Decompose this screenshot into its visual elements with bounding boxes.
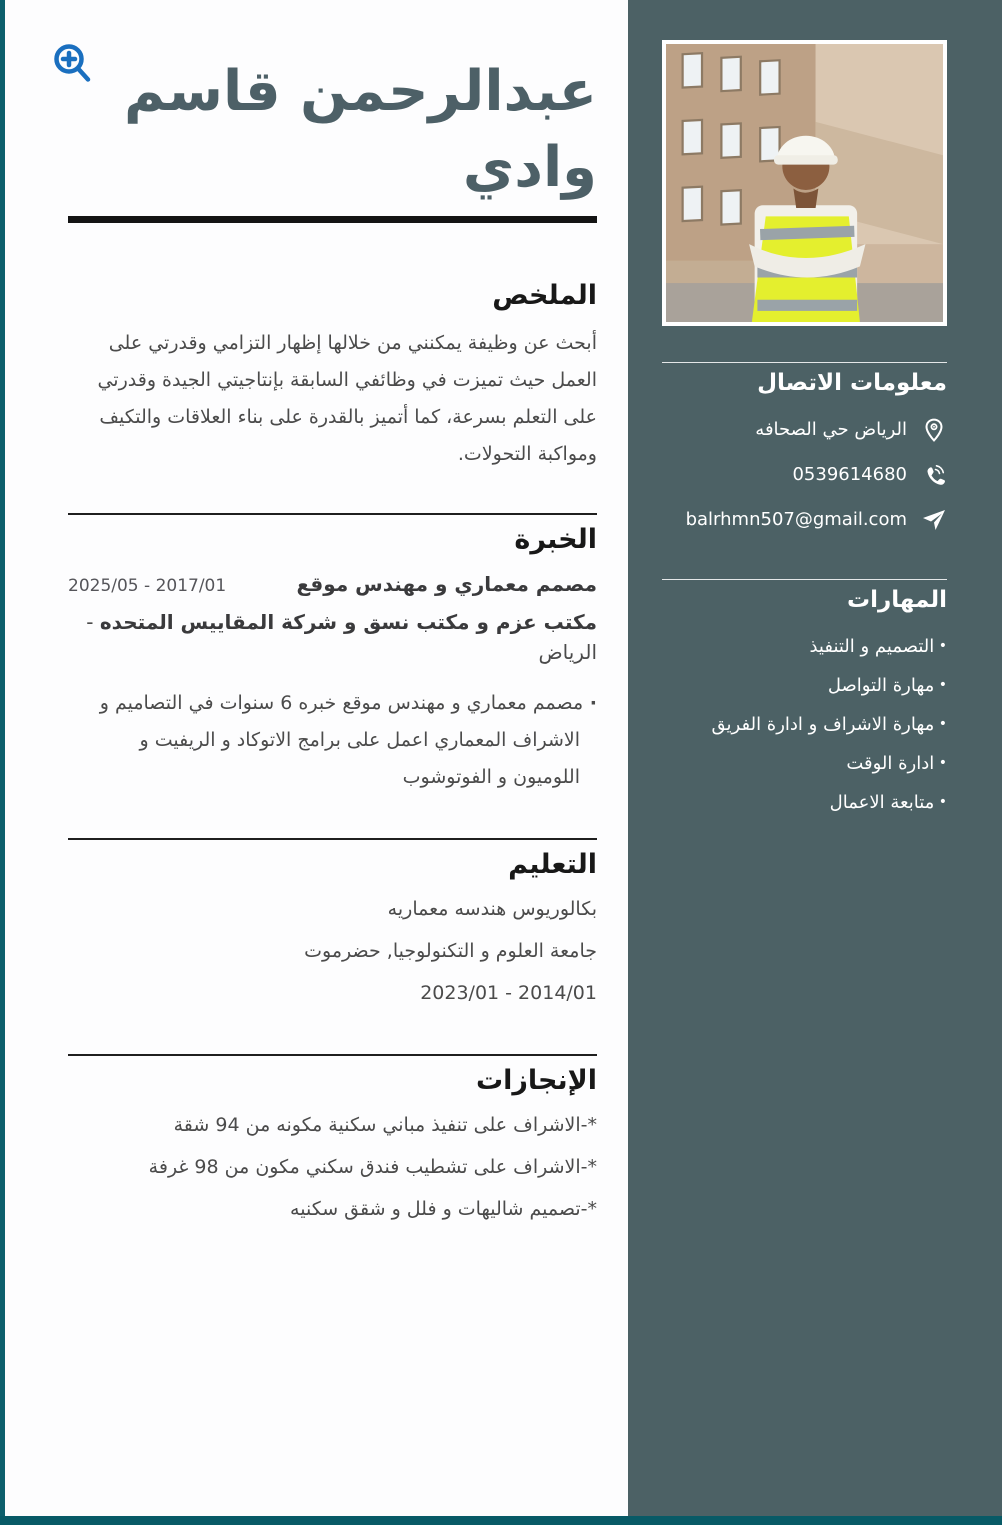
section-divider: [68, 513, 597, 515]
job-title: مصمم معماري و مهندس موقع: [296, 572, 597, 596]
skills-heading: المهارات: [847, 587, 947, 613]
left-accent-strip: [0, 0, 5, 1525]
job-location: - الرياض: [86, 610, 597, 664]
job-description: · مصمم معماري و مهندس موقع خبره 6 سنوات في التصاميم و الاشراف المعماري اعمل على برامج الاتوكاد و الريفيت و اللوميون و الفوتوشوب: [68, 685, 597, 796]
contact-location-row: [662, 417, 947, 443]
summary-text: أبحث عن وظيفة يمكنني من خلالها إظهار التزامي وقدرتي على العمل حيث تميزت في وظائفي السابقة بإنتاجيتي الجيدة وقدرتي على التعلم بسرعة، كما أتميز بالقدرة على بناء العلاقات والتكيف ومواكبة التحولات.: [97, 332, 597, 465]
section-divider: [68, 838, 597, 840]
achievement-item: *-تصميم شاليهات و فلل و شقق سكنيه: [290, 1198, 597, 1220]
contact-email-row: [662, 507, 947, 533]
profile-photo: [662, 40, 947, 326]
skill-item: • مهارة الاشراف و ادارة الفريق: [662, 712, 947, 737]
achievements-heading: الإنجازات: [475, 1065, 597, 1096]
sidebar: [628, 0, 1002, 1525]
skills-section: [662, 579, 947, 815]
skill-item: • ادارة الوقت: [662, 751, 947, 776]
achievement-item: *-الاشراف على تنفيذ مباني سكنية مكونه من 94 شقة: [173, 1114, 597, 1136]
name-line-1: عبدالرحمن قاسم: [124, 59, 597, 124]
contact-phone-row: [662, 462, 947, 488]
section-divider: [68, 1054, 597, 1056]
education-dates: 2023/01 - 2014/01: [420, 982, 597, 1004]
profile-photo-image: [666, 44, 943, 322]
skill-item: • التصميم و التنفيذ: [662, 634, 947, 659]
contact-email: balrhmn507@gmail.com: [685, 509, 907, 530]
education-school: جامعة العلوم و التكنولوجيا, حضرموت: [304, 940, 597, 962]
contact-phone: 0539614680: [792, 464, 907, 485]
education-heading: التعليم: [508, 849, 597, 880]
skill-item: • مهارة التواصل: [662, 673, 947, 698]
section-experience: [68, 513, 597, 796]
job-company: مكتب عزم و مكتب نسق و شركة المقاييس المتحده: [99, 610, 597, 634]
education-degree: بكالوريوس هندسه معماريه: [387, 898, 597, 920]
bottom-accent-strip: [0, 1516, 1002, 1525]
summary-heading: الملخص: [492, 280, 597, 311]
zoom-in-icon[interactable]: [50, 41, 96, 87]
skill-item: • متابعة الاعمال: [662, 790, 947, 815]
contact-heading: معلومات الاتصال: [757, 370, 947, 396]
contact-section: [662, 362, 947, 533]
paper-plane-icon: [921, 507, 947, 533]
experience-heading: الخبرة: [514, 524, 597, 555]
page-title-name: [68, 54, 597, 206]
job-entry: [68, 569, 597, 796]
skills-list: [662, 634, 947, 815]
phone-icon: [921, 462, 947, 488]
name-underline: [68, 216, 597, 223]
contact-location: الرياض حي الصحافه: [755, 419, 907, 440]
location-pin-icon: [921, 417, 947, 443]
achievement-item: *-الاشراف على تشطيب فندق سكني مكون من 98 غرفة: [148, 1156, 597, 1178]
section-achievements: [68, 1054, 597, 1224]
job-dates: 2025/05 - 2017/01: [68, 576, 227, 596]
section-summary: [68, 279, 597, 473]
name-line-2: وادي: [462, 135, 597, 200]
section-education: [68, 838, 597, 1008]
